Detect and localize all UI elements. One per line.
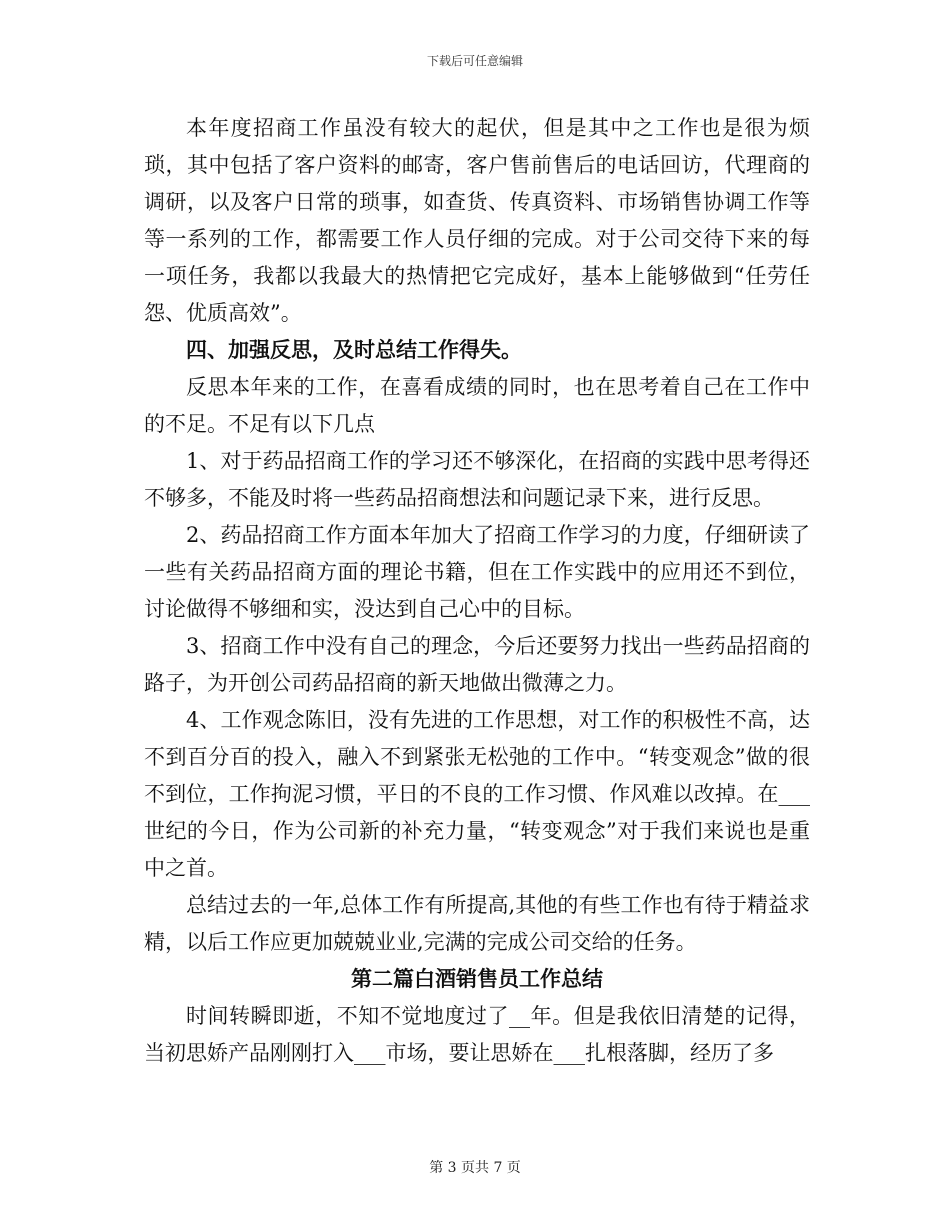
section-heading-4: 四、加强反思，及时总结工作得失。 xyxy=(186,338,522,362)
paragraph-point-1: 1、对于药品招商工作的学习还不够深化，在招商的实践中思考得还不够多，不能及时将一些药品招商想法和问题记录下来，进行反思。 xyxy=(144,449,810,510)
paragraph-intro: 本年度招商工作虽没有较大的起伏，但是其中之工作也是很为烦琐，其中包括了客户资料的邮寄，客户售前售后的电话回访，代理商的调研，以及客户日常的琐事，如查货、传真资料、市场销售协调工作等等一系列的工作，都需要工作人员仔细的完成。对于公司交待下来的每一项任务，我都以我最大的热情把它完成好，基本上能够做到“任劳任怨、优质高效”。 xyxy=(144,116,810,325)
paragraph-point-4: 4、工作观念陈旧，没有先进的工作思想，对工作的积极性不高，达不到百分百的投入，融入不到紧张无松弛的工作中。“转变观念”做的很不到位，工作拘泥习惯，平日的不良的工作习惯、作风难以改掉。在___世纪的今日，作为公司新的补充力量，“转变观念”对于我们来说也是重中之首。 xyxy=(144,708,810,880)
paragraph-second-article: 时间转瞬即逝，不知不觉地度过了__年。但是我依旧清楚的记得，当初思娇产品刚刚打入___市场，要让思娇在___扎根落脚，经历了多 xyxy=(144,1004,810,1065)
paragraph-summary: 总结过去的一年,总体工作有所提高,其他的有些工作也有待于精益求精，以后工作应更加兢兢业业,完满的完成公司交给的任务。 xyxy=(144,893,810,954)
paragraph-point-3: 3、招商工作中没有自己的理念，今后还要努力找出一些药品招商的路子，为开创公司药品招商的新天地做出微薄之力。 xyxy=(144,634,810,695)
page-footer: 第 3 页共 7 页 xyxy=(429,1160,521,1176)
page-header: 下载后可任意编辑 xyxy=(426,54,523,68)
document-body xyxy=(144,110,810,1072)
article-title: 第二篇白酒销售员工作总结 xyxy=(351,967,603,991)
paragraph-point-2: 2、药品招商工作方面本年加大了招商工作学习的力度，仔细研读了一些有关药品招商方面的理论书籍，但在工作实践中的应用还不到位，讨论做得不够细和实，没达到自己心中的目标。 xyxy=(144,523,810,621)
paragraph-reflection: 反思本年来的工作，在喜看成绩的同时，也在思考着自己在工作中的不足。不足有以下几点 xyxy=(144,375,810,436)
